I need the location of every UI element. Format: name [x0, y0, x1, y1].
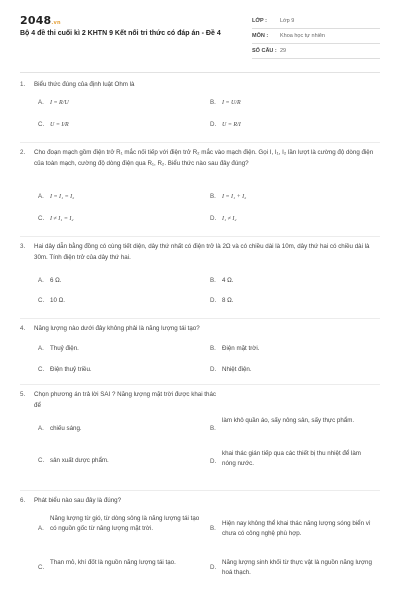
question-text: Biểu thức đúng của định luật Ohm là — [34, 81, 135, 88]
question-number: 6. — [20, 497, 26, 504]
option-text: 4 Ω. — [222, 277, 234, 284]
option-text: Điện mặt trời. — [222, 345, 260, 352]
option-label: C. — [38, 366, 45, 373]
option-d[interactable] — [210, 365, 252, 375]
option-text: Than mỏ, khí đốt là nguồn năng lượng tái tạo. — [50, 559, 176, 566]
option-label: D. — [210, 564, 217, 571]
option-text: khai thác gián tiếp qua các thiết bị thu nhiệt để làm nóng nước. — [222, 450, 361, 467]
logo-suffix: .vn — [51, 20, 61, 26]
option-text: I = I₁ + I₂ — [222, 194, 247, 200]
meta-value: Khoa học tự nhiên — [280, 33, 325, 39]
header-divider — [20, 72, 380, 73]
option-label: B. — [210, 525, 216, 532]
option-d[interactable] — [210, 214, 236, 224]
exam-title: Bộ 4 đề thi cuối kì 2 KHTN 9 Kết nối tri thức có đáp án - Đề 4 — [20, 30, 221, 37]
option-a[interactable] — [38, 98, 69, 108]
option-text: Năng lượng từ gió, từ dòng sông là năng lượng tái tạo có nguồn gốc từ năng lượng mặt trời. — [50, 515, 200, 532]
option-a[interactable] — [38, 514, 206, 534]
option-c[interactable] — [38, 365, 92, 375]
option-text: Điện thuỷ triều. — [50, 366, 92, 373]
question-text: Năng lượng nào dưới đây không phải là năng lượng tái tạo? — [34, 325, 200, 332]
option-label: A. — [38, 277, 44, 284]
option-label: D. — [210, 458, 217, 465]
option-c[interactable] — [38, 558, 206, 573]
meta-value: Lớp 9 — [280, 18, 295, 24]
option-text: I = R/U — [50, 100, 69, 106]
option-a[interactable] — [38, 424, 198, 434]
option-d[interactable] — [210, 120, 241, 130]
option-text: U = R/I — [222, 122, 241, 128]
option-b[interactable] — [210, 192, 246, 202]
option-label: C. — [38, 297, 45, 304]
meta-value: 29 — [280, 48, 287, 54]
option-d[interactable] — [210, 449, 375, 469]
option-a[interactable] — [38, 192, 74, 202]
option-label: A. — [38, 99, 44, 106]
question-separator — [20, 490, 380, 491]
option-c[interactable] — [38, 120, 69, 130]
option-label: C. — [38, 121, 45, 128]
option-label: D. — [210, 215, 217, 222]
question-number: 5. — [20, 391, 26, 398]
logo-text: 2048 — [20, 14, 52, 27]
meta-key: SỐ CÂU : — [252, 48, 277, 54]
option-text: 6 Ω. — [50, 277, 62, 284]
option-label: A. — [38, 345, 44, 352]
option-label: D. — [210, 121, 217, 128]
option-b[interactable] — [210, 416, 375, 434]
question-number: 2. — [20, 149, 26, 156]
option-text: sản xuất dược phẩm. — [50, 457, 109, 464]
option-a[interactable] — [38, 344, 79, 354]
question-4 — [20, 324, 380, 373]
question-text: Cho đoạn mạch gồm điện trở R₁ mắc nối tiếp với điện trở R₂ mắc vào mạch điện. Gọi I, I₁, I₂ lần lượt là cường độ dòng điện của toàn mạch, cường độ dòng điện qua R₁, R₂. Biểu thức nào sau đây đúng? — [34, 149, 374, 167]
option-label: C. — [38, 215, 45, 222]
option-b[interactable] — [210, 276, 234, 286]
option-text: I = I₁ = I₂ — [50, 194, 75, 200]
question-separator — [20, 142, 380, 143]
option-c[interactable] — [38, 456, 198, 466]
question-text: Phát biểu nào sau đây là đúng? — [34, 497, 122, 504]
option-text: 10 Ω. — [50, 297, 65, 304]
question-separator — [20, 384, 380, 385]
meta-row-subject — [252, 29, 380, 44]
option-label: B. — [210, 345, 216, 352]
option-label: D. — [210, 366, 217, 373]
meta-row-class — [252, 14, 380, 29]
option-label: B. — [210, 99, 216, 106]
question-number: 1. — [20, 81, 26, 88]
question-separator — [20, 236, 380, 237]
option-text: Hiện nay không thể khai thác năng lượng sóng biển vì chưa có công nghệ phù hợp. — [222, 520, 371, 537]
option-label: C. — [38, 564, 45, 571]
option-text: I = U/R — [222, 100, 241, 106]
meta-row-count — [252, 44, 380, 59]
option-b[interactable] — [210, 519, 380, 539]
option-text: U = I/R — [50, 122, 69, 128]
meta-key: LỚP : — [252, 18, 267, 24]
option-text: I₁ ≠ I₂ — [222, 216, 237, 222]
question-3 — [20, 242, 380, 304]
question-2 — [20, 148, 380, 222]
question-separator — [20, 318, 380, 319]
question-number: 4. — [20, 325, 26, 332]
option-label: D. — [210, 297, 217, 304]
question-text: Hai dây dẫn bằng đồng có cùng tiết diện, dây thứ nhất có điện trở là 2Ω và có chiều dài là 10m, dây thứ hai có chiều dài là 30m. Tính điện trở của dây thứ hai. — [34, 243, 370, 261]
site-logo[interactable] — [20, 14, 61, 27]
option-text: Thuỷ điện. — [50, 345, 79, 352]
question-5 — [20, 390, 380, 467]
option-d[interactable] — [210, 296, 234, 306]
option-b[interactable] — [210, 344, 259, 354]
option-label: C. — [38, 457, 45, 464]
option-label: B. — [210, 193, 216, 200]
option-text: Năng lượng sinh khối từ thực vật là nguồn năng lượng hoá thạch. — [222, 559, 372, 576]
option-d[interactable] — [210, 558, 380, 578]
question-text: Chọn phương án trả lời SAI ? Năng lượng mặt trời được khai thác để — [34, 391, 216, 409]
option-a[interactable] — [38, 276, 62, 286]
option-b[interactable] — [210, 98, 241, 108]
option-label: B. — [210, 425, 216, 432]
option-text: Nhiệt điện. — [222, 366, 252, 373]
option-text: làm khô quần áo, sấy nông sản, sấy thực phẩm. — [222, 417, 355, 424]
option-label: A. — [38, 425, 44, 432]
option-c[interactable] — [38, 214, 74, 224]
option-text: 8 Ω. — [222, 297, 234, 304]
option-c[interactable] — [38, 296, 65, 306]
option-text: chiếu sáng. — [50, 425, 82, 432]
question-6 — [20, 496, 380, 576]
question-1 — [20, 80, 380, 128]
option-label: B. — [210, 277, 216, 284]
option-label: A. — [38, 193, 44, 200]
option-label: A. — [38, 525, 44, 532]
meta-key: MÔN : — [252, 33, 269, 39]
exam-meta — [252, 14, 380, 59]
option-text: I ≠ I₁ = I₂ — [50, 216, 74, 222]
question-number: 3. — [20, 243, 26, 250]
